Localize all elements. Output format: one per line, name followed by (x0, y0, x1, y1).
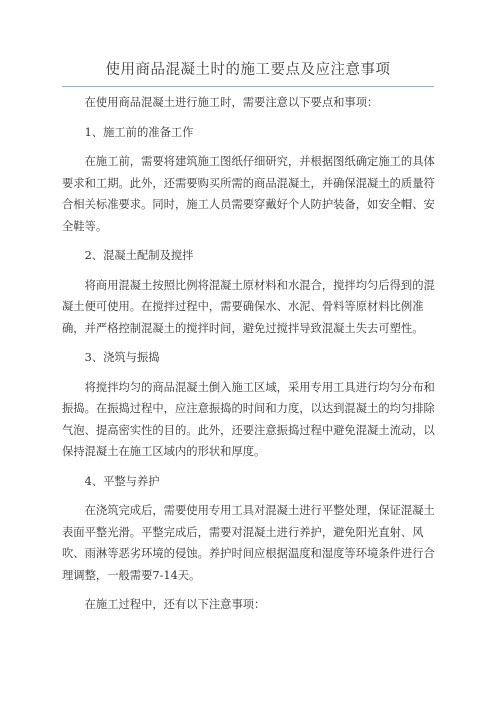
closing-paragraph: 在施工过程中，还有以下注意事项： (84, 598, 266, 611)
section-paragraph-1: 在施工前，需要将建筑施工图纸仔细研究，并根据图纸确定施工的具体要求和工期。此外，还需要购买所需的商品混凝土，并确保混凝土的质量符合相关标准要求。同时，施工人员需要穿戴好个人防护装备，如安全帽、安全鞋等。 (62, 155, 435, 233)
section-heading-4: 4、平整与养护 (84, 474, 160, 488)
section-heading-1: 1、施工前的准备工作 (84, 125, 194, 139)
intro-paragraph: 在使用商品混凝土进行施工时，需要注意以下要点和事项： (84, 96, 379, 109)
section-paragraph-4: 在浇筑完成后，需要使用专用工具对混凝土进行平整处理，保证混凝土表面平整光滑。平整完成后，需要对混凝土进行养护，避免阳光直射、风吹、雨淋等恶劣环境的侵蚀。养护时间应根据温度和湿度等环境条件进行合理调整，一般需要7-14天。 (62, 504, 435, 582)
document-title: 使用商品混凝土时的施工要点及应注意事项 (105, 62, 391, 78)
section-paragraph-3: 将搅拌均匀的商品混凝土倒入施工区域，采用专用工具进行均匀分布和振捣。在振捣过程中，应注意振捣的时间和力度，以达到混凝土的均匀排除气泡、提高密实性的目的。此外，还要注意振捣过程中避免混凝土流动，以保持混凝土在施工区域内的形状和厚度。 (62, 380, 435, 458)
section-heading-3: 3、浇筑与振捣 (84, 351, 160, 364)
title-divider (62, 86, 434, 87)
section-heading-2: 2、混凝土配制及搅拌 (84, 249, 194, 262)
document-body (62, 92, 440, 616)
section-paragraph-2: 将商用混凝土按照比例将混凝土原材料和水混合，搅拌均匀后得到的混凝土便可使用。在搅拌过程中，需要确保水、水泥、骨料等原材料比例准确，并严格控制混凝土的搅拌时间，避免过搅拌导致混凝土失去可塑性。 (62, 278, 435, 335)
